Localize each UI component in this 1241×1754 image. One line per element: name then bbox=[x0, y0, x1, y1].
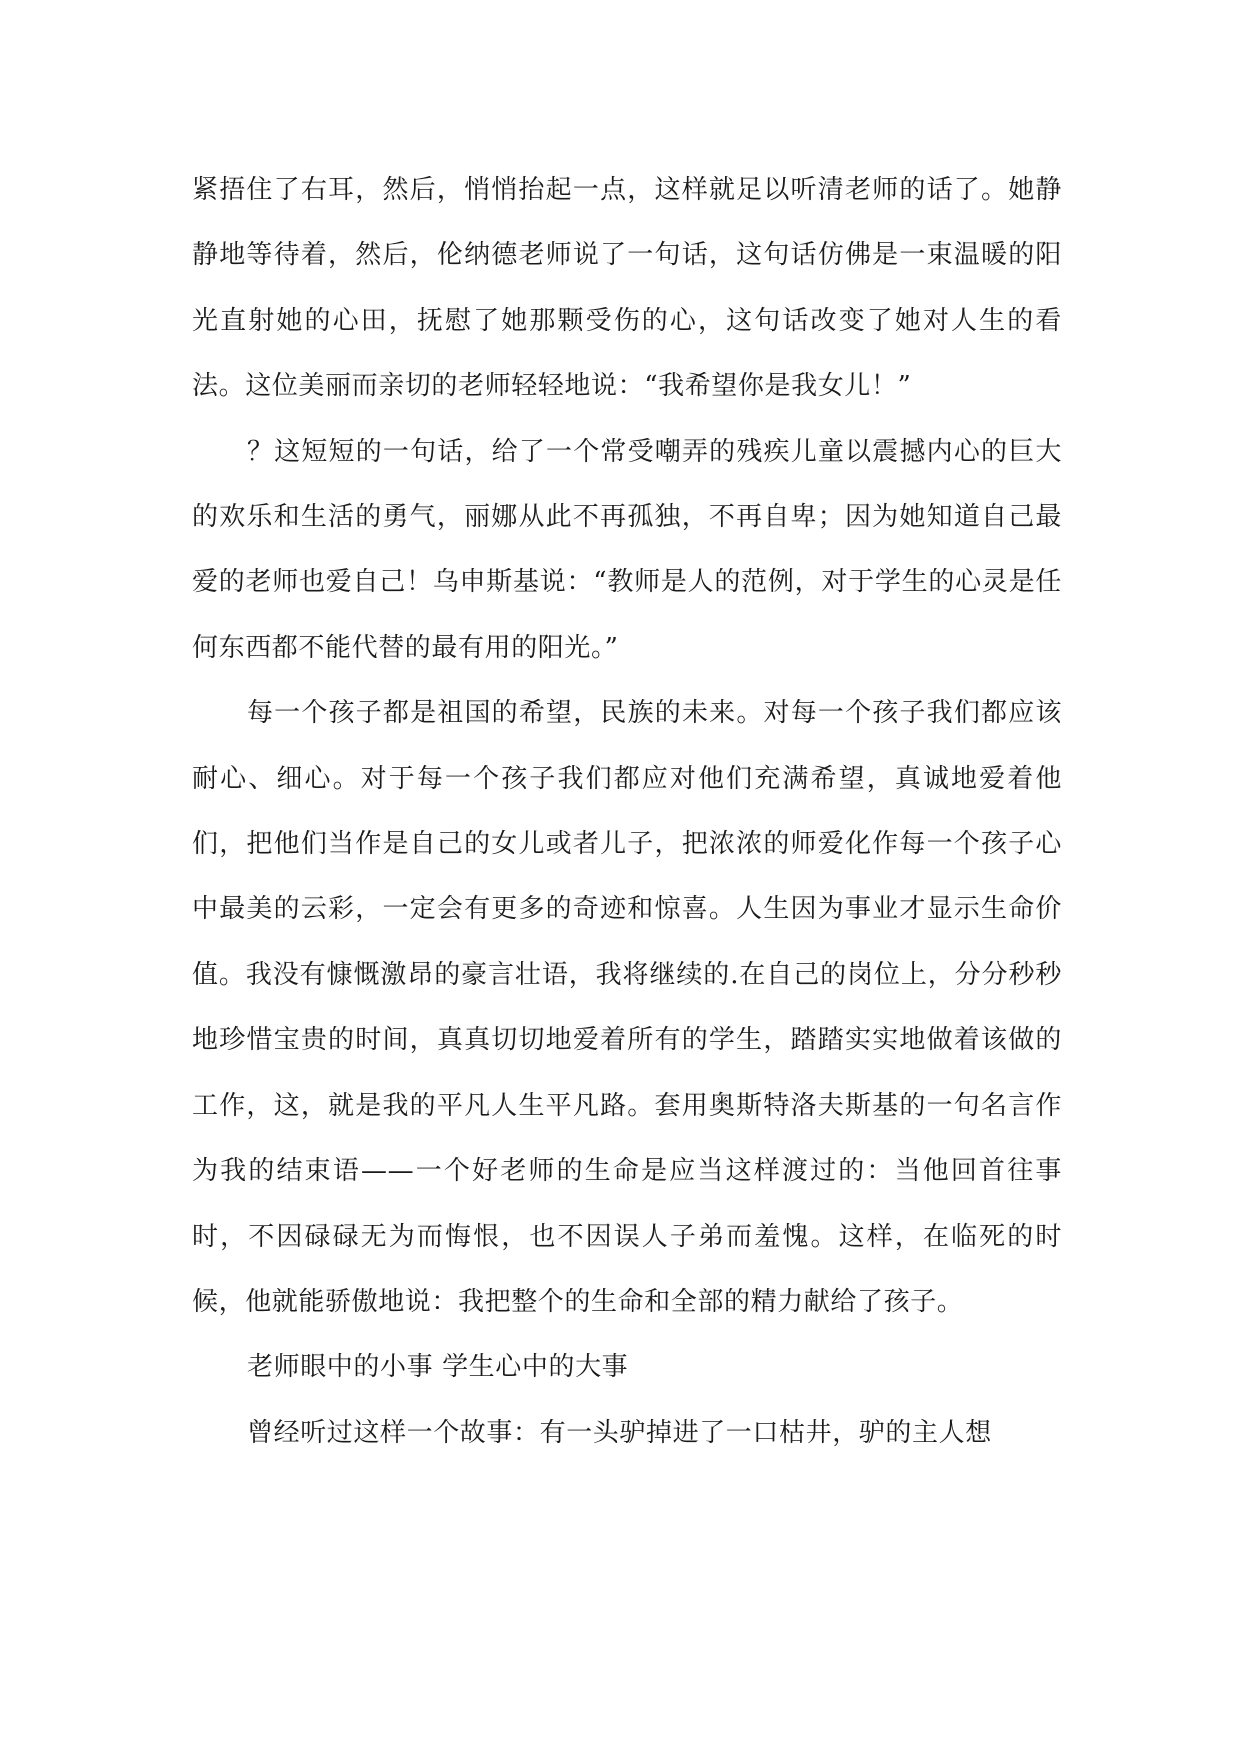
paragraph-short-sentence: ？这短短的一句话，给了一个常受嘲弄的残疾儿童以震撼内心的巨大的欢乐和生活的勇气，丽娜从此不再孤独，不再自卑；因为她知道自己最爱的老师也爱自己！乌申斯基说：“教师是人的范例，对于学生的心灵是任何东西都不能代替的最有用的阳光。” bbox=[192, 436, 1062, 663]
document-body bbox=[192, 158, 1062, 1466]
paragraph-continuation: 紧捂住了右耳，然后，悄悄抬起一点，这样就足以听清老师的话了。她静静地等待着，然后，伦纳德老师说了一句话，这句话仿佛是一束温暖的阳光直射她的心田，抚慰了她那颗受伤的心，这句话改变了她对人生的看法。这位美丽而亲切的老师轻轻地说：“我希望你是我女儿！” bbox=[192, 175, 1062, 402]
paragraph-every-child: 每一个孩子都是祖国的希望，民族的未来。对每一个孩子我们都应该耐心、细心。对于每一个孩子我们都应对他们充满希望，真诚地爱着他们，把他们当作是自己的女儿或者儿子，把浓浓的师爱化作每一个孩子心中最美的云彩，一定会有更多的奇迹和惊喜。人生因为事业才显示生命价值。我没有慷慨激昂的豪言壮语，我将继续的.在自己的岗位上，分分秒秒地珍惜宝贵的时间，真真切切地爱着所有的学生，踏踏实实地做着该做的工作，这，就是我的平凡人生平凡路。套用奥斯特洛夫斯基的一句名言作为我的结束语——一个好老师的生命是应当这样渡过的：当他回首往事时，不因碌碌无为而悔恨，也不因误人子弟而羞愧。这样，在临死的时候，他就能骄傲地说：我把整个的生命和全部的精力献给了孩子。 bbox=[192, 698, 1062, 1317]
section-title: 老师眼中的小事 学生心中的大事 bbox=[247, 1352, 629, 1383]
paragraph-donkey-story: 曾经听过这样一个故事：有一头驴掉进了一口枯井，驴的主人想 bbox=[247, 1417, 992, 1448]
